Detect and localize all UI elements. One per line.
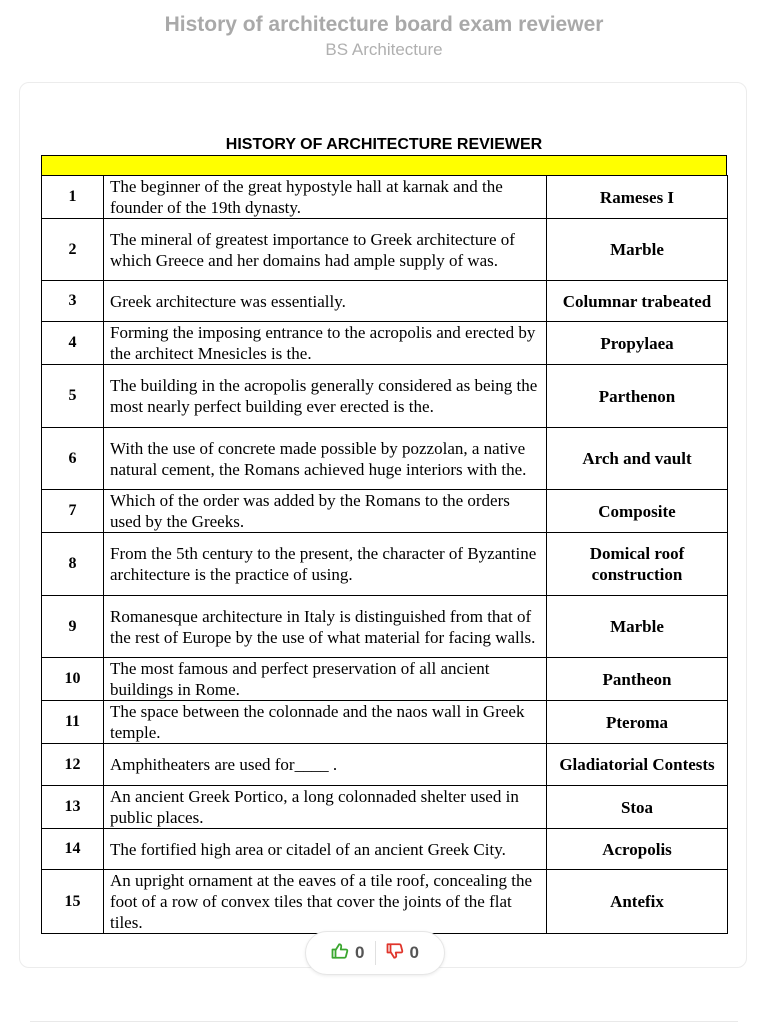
row-number: 9	[42, 596, 104, 658]
question-text: The beginner of the great hypostyle hall at karnak and the founder of the 19th dynasty.	[110, 177, 503, 217]
answer-cell	[547, 829, 728, 870]
answer-text: Pantheon	[602, 669, 672, 689]
row-number: 12	[42, 744, 104, 786]
answer-text: Gladiatorial Contests	[559, 755, 715, 774]
row-number: 4	[42, 322, 104, 365]
upvote-count: 0	[355, 943, 365, 962]
answer-cell	[547, 701, 728, 744]
question-text: An upright ornament at the eaves of a tile roof, concealing the foot of a row of convex tiles that cover the joints of the flat tiles.	[110, 871, 533, 932]
question-text: The fortified high area or citadel of an ancient Greek City.	[110, 839, 506, 859]
answer-cell	[547, 658, 728, 701]
table-row	[42, 176, 728, 219]
row-number: 7	[42, 490, 104, 533]
question-text: Romanesque architecture in Italy is distinguished from that of the rest of Europe by the use of what material for facing walls.	[110, 606, 536, 647]
table-row	[42, 533, 728, 596]
answer-cell	[547, 428, 728, 490]
row-number: 13	[42, 786, 104, 829]
question-cell	[104, 490, 547, 533]
table-row	[42, 829, 728, 870]
answer-text: Parthenon	[598, 386, 676, 406]
table-row	[42, 786, 728, 829]
answer-text: Domical roof construction	[589, 544, 685, 584]
bottom-divider	[30, 1021, 738, 1022]
document-subtitle: BS Architecture	[325, 40, 443, 59]
table-row	[42, 281, 728, 322]
reviewer-heading: HISTORY OF ARCHITECTURE REVIEWER	[225, 136, 543, 153]
answer-text: Pteroma	[606, 712, 668, 732]
answer-cell	[547, 281, 728, 322]
question-cell	[104, 658, 547, 701]
downvote-button[interactable]	[376, 942, 429, 965]
downvote-count: 0	[409, 943, 419, 962]
vote-bar	[305, 931, 445, 975]
question-cell	[104, 829, 547, 870]
thumbs-up-icon	[331, 942, 349, 965]
answer-text: Antefix	[610, 892, 664, 911]
table-row	[42, 870, 728, 934]
answer-cell	[547, 870, 728, 934]
question-cell	[104, 533, 547, 596]
row-number: 15	[42, 870, 104, 934]
question-text: With the use of concrete made possible by pozzolan, a native natural cement, the Romans achieved huge interiors with the.	[110, 438, 527, 479]
answer-text: Acropolis	[602, 839, 672, 859]
row-number: 8	[42, 533, 104, 596]
reviewer-table	[41, 175, 728, 934]
question-cell	[104, 281, 547, 322]
row-number: 3	[42, 281, 104, 322]
answer-cell	[547, 322, 728, 365]
question-cell	[104, 786, 547, 829]
answer-cell	[547, 490, 728, 533]
question-text: An ancient Greek Portico, a long colonnaded shelter used in public places.	[110, 787, 519, 827]
table-row	[42, 490, 728, 533]
thumbs-down-icon	[386, 942, 404, 965]
table-row	[42, 744, 728, 786]
table-row	[42, 428, 728, 490]
answer-cell	[547, 596, 728, 658]
answer-text: Arch and vault	[582, 449, 692, 468]
answer-text: Stoa	[620, 797, 654, 817]
question-cell	[104, 322, 547, 365]
question-text: The mineral of greatest importance to Greek architecture of which Greece and her domains had ample supply of was.	[110, 229, 515, 270]
table-row	[42, 322, 728, 365]
answer-text: Marble	[610, 617, 664, 636]
answer-text: Marble	[610, 240, 664, 259]
document-title: History of architecture board exam reviewer	[164, 13, 604, 36]
row-number: 5	[42, 365, 104, 428]
answer-text: Columnar trabeated	[562, 291, 712, 311]
answer-text: Composite	[598, 501, 676, 521]
question-cell	[104, 870, 547, 934]
row-number: 11	[42, 701, 104, 744]
answer-text: Rameses I	[599, 187, 675, 207]
question-cell	[104, 219, 547, 281]
table-row	[42, 219, 728, 281]
question-cell	[104, 744, 547, 786]
answer-cell	[547, 365, 728, 428]
table-row	[42, 596, 728, 658]
question-text: Amphitheaters are used for____ .	[110, 755, 338, 774]
question-cell	[104, 428, 547, 490]
question-text: Which of the order was added by the Romans to the orders used by the Greeks.	[110, 491, 510, 531]
question-cell	[104, 176, 547, 219]
row-number: 1	[42, 176, 104, 219]
table-row	[42, 701, 728, 744]
row-number: 10	[42, 658, 104, 701]
question-text: From the 5th century to the present, the character of Byzantine architecture is the practice of using.	[110, 544, 537, 584]
question-cell	[104, 596, 547, 658]
question-text: Forming the imposing entrance to the acropolis and erected by the architect Mnesicles is the.	[110, 323, 536, 363]
answer-cell	[547, 176, 728, 219]
question-text: The building in the acropolis generally considered as being the most nearly perfect building ever erected is the.	[110, 376, 538, 416]
question-text: The space between the colonnade and the naos wall in Greek temple.	[110, 702, 525, 742]
table-row	[42, 365, 728, 428]
table-row	[42, 658, 728, 701]
question-cell	[104, 365, 547, 428]
answer-cell	[547, 533, 728, 596]
row-number: 6	[42, 428, 104, 490]
row-number: 14	[42, 829, 104, 870]
answer-cell	[547, 786, 728, 829]
highlight-strip	[41, 155, 727, 175]
question-text: Greek architecture was essentially.	[110, 291, 346, 311]
question-text: The most famous and perfect preservation of all ancient buildings in Rome.	[110, 659, 490, 699]
answer-cell	[547, 744, 728, 786]
upvote-button[interactable]	[321, 942, 374, 965]
row-number: 2	[42, 219, 104, 281]
question-cell	[104, 701, 547, 744]
answer-cell	[547, 219, 728, 281]
answer-text: Propylaea	[600, 333, 674, 353]
